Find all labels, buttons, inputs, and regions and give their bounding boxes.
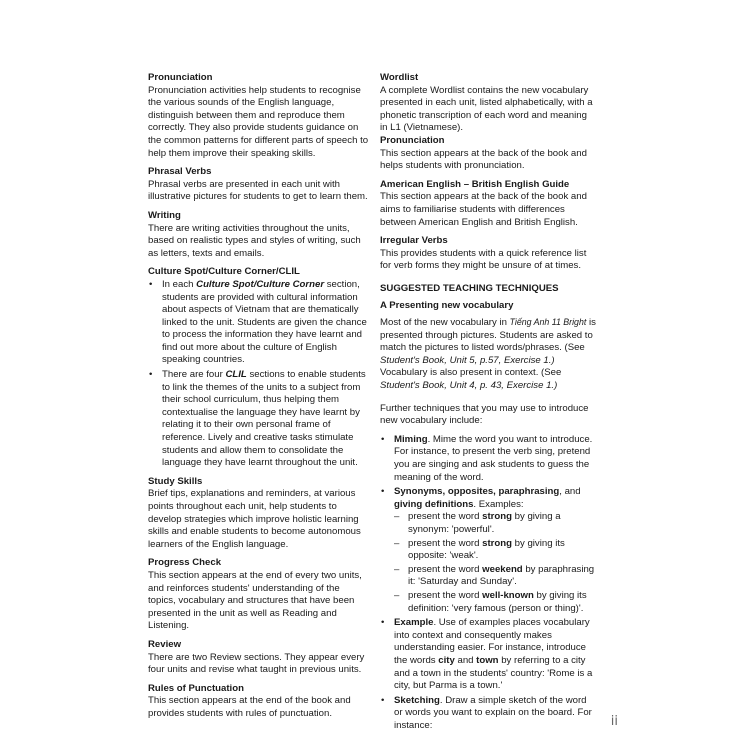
section-text: This section appears at the back of the book and helps students with pronunciation. <box>380 147 587 172</box>
list-item: • In each Culture Spot/Culture Corner section, students are provided with cultural information about aspects of Vietnam that are thematically linked to the unit. Students are given the chance to process the information they have learnt and find out more about the culture of English speaking countries. <box>148 279 370 367</box>
presenting-intro: Further techniques that you may use to introduce new vocabulary include: <box>380 402 589 427</box>
section-text: This section appears at the end of the book and provides students with rules of punctuation. <box>148 695 351 719</box>
section-heading: Phrasal Verbs <box>148 166 212 178</box>
american-british-section <box>380 179 596 229</box>
section-heading: Progress Check <box>148 557 222 569</box>
list-item: – present the word strong by giving a synonym: 'powerful'. <box>394 511 596 536</box>
list-item: • Example. Use of examples places vocabulary into context and consequently makes understanding easier. For instance, introduce the words city and town by referring to a city and a town in the students' country: 'Rome is a city, but Parma is a town.' <box>380 617 596 693</box>
techniques-heading: SUGGESTED TEACHING TECHNIQUES <box>380 282 559 294</box>
section-heading: Wordlist <box>380 72 419 83</box>
list-item: – present the word well-known by giving its definition: 'very famous (person or thing)'. <box>394 590 596 615</box>
section-heading: Pronunciation <box>148 72 213 83</box>
section-text: Brief tips, explanations and reminders, at various points throughout each unit, help students to develop strategies which improve holistic learning skills and enable students to become autonomous learners of the English language. <box>148 488 361 550</box>
section-text: This provides students with a quick reference list for verb forms they might be unsure of at times. <box>380 247 587 272</box>
study-skills-section <box>148 476 370 552</box>
section-heading: Culture Spot/Culture Corner/CLIL <box>148 266 300 278</box>
pronunciation-guide-section <box>380 135 596 173</box>
list-item: – present the word weekend by paraphrasing it: 'Saturday and Sunday'. <box>394 564 596 589</box>
techniques-list <box>380 434 596 733</box>
right-column <box>380 72 596 739</box>
list-item: – present the word strong by giving its opposite: 'weak'. <box>394 538 596 563</box>
irregular-verbs-section <box>380 235 596 273</box>
pronunciation-section <box>148 72 370 160</box>
section-text: Pronunciation activities help students to recognise the various sounds of the English language, distinguish between them and reproduce them correctly. They also provide students guidance on the common patterns for different parts of speech to help them improve their speaking skills. <box>148 84 369 159</box>
left-column <box>148 72 370 727</box>
presenting-vocabulary-heading: A Presenting new vocabulary <box>380 299 514 311</box>
section-heading: Pronunciation <box>380 134 445 146</box>
examples-list <box>394 511 596 615</box>
section-heading: Irregular Verbs <box>380 235 448 247</box>
culture-section <box>148 266 370 470</box>
review-section <box>148 639 370 677</box>
section-text: This section appears at the back of the book and aims to familiarise students with differences between American English and British English. <box>380 191 587 228</box>
culture-list <box>148 279 370 470</box>
section-text: Phrasal verbs are presented in each unit with illustrative pictures for students to get to learn them. <box>148 178 368 203</box>
section-text: There are writing activities throughout the units, based on realistic types and styles of writing, such as letters, texts and emails. <box>148 222 361 259</box>
section-heading: Writing <box>148 209 181 221</box>
list-item: • Synonyms, opposites, paraphrasing, and giving definitions. Examples: – present the word strong by giving a synonym: 'powerful'. – present the word strong by giving its opposite: 'weak'. – present the word weekend by paraphrasing it: 'Saturday and Sunday'. – present the word well-known by giving its definition: 'very famous (person or thing)'. <box>380 486 596 615</box>
presenting-text: Most of the new vocabulary in Tiếng Anh 11 Bright is presented through pictures. Students are asked to match the pictures to listed words/phrases. (See Student's Book, Unit 5, p.57, Exercise 1.) Vocabulary is also present in context. (See Student's Book, Unit 4, p. 43, Exercise 1.) <box>380 317 596 392</box>
section-heading: Study Skills <box>148 475 203 487</box>
section-heading: Review <box>148 638 182 650</box>
section-heading: American English – British English Guide <box>380 178 570 190</box>
list-item: • Miming. Mime the word you want to introduce. For instance, to present the verb sing, pretend you are singing and ask students to guess the meaning of the word. <box>380 434 596 484</box>
list-item: • There are four CLIL sections to enable students to link the themes of the units to a subject from their school curriculum, thus helping them contextualise the language they have learnt by relating it to their own personal frame of reference. Lively and creative tasks stimulate students and allow them to consolidate the language they have learnt throughout the unit. <box>148 369 370 470</box>
section-heading: Rules of Punctuation <box>148 682 244 694</box>
page-number: ii <box>610 714 618 729</box>
section-text: There are two Review sections. They appear every four units and revise what taught in previous units. <box>148 651 365 676</box>
phrasal-verbs-section <box>148 166 370 204</box>
progress-check-section <box>148 557 370 633</box>
section-text: This section appears at the end of every two units, and reinforces students' understanding of the topics, vocabulary and structures that have been presented in the unit as well as Reading and Listening. <box>148 569 362 632</box>
punctuation-section <box>148 683 370 721</box>
list-item: • Sketching. Draw a simple sketch of the word or words you want to explain on the board. For instance: <box>380 695 596 733</box>
wordlist-section <box>380 72 596 135</box>
section-text: A complete Wordlist contains the new vocabulary presented in each unit, listed alphabetically, with a phonetic transcription of each word and meaning in L1 (Vietnamese). <box>380 84 593 134</box>
writing-section <box>148 210 370 260</box>
